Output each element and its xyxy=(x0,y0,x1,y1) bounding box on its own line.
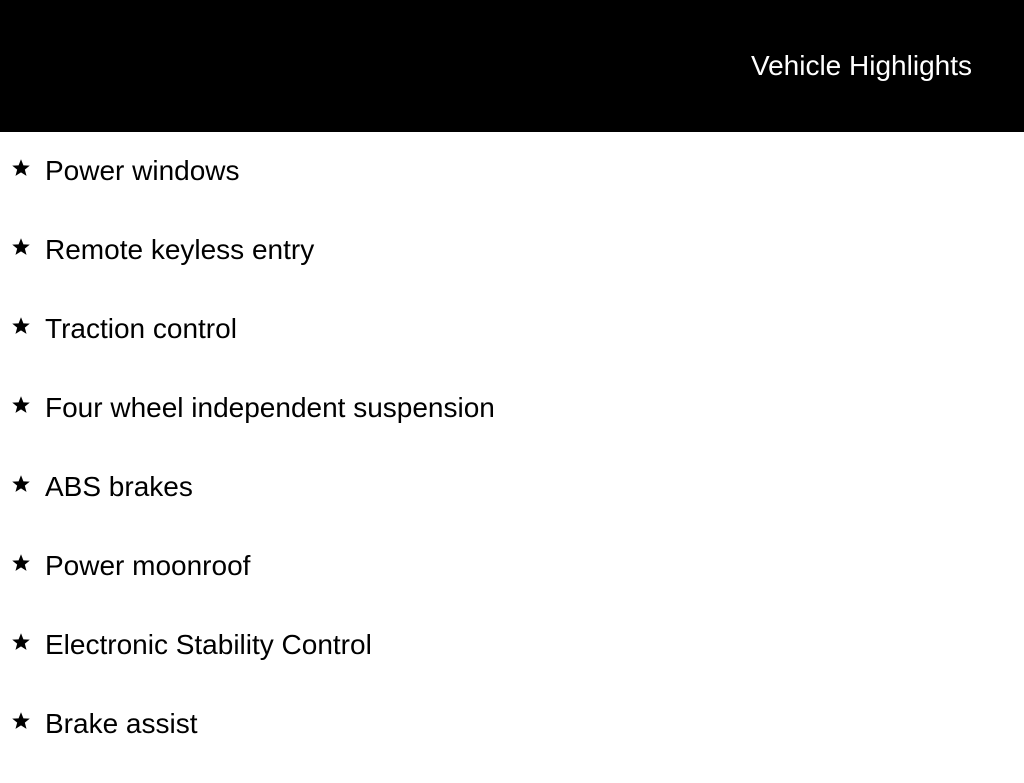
star-icon xyxy=(11,237,31,257)
star-icon xyxy=(11,632,31,652)
list-item-label: Power moonroof xyxy=(45,550,251,581)
star-icon xyxy=(11,158,31,178)
list-item-label: Electronic Stability Control xyxy=(45,629,372,660)
star-icon xyxy=(11,553,31,573)
header-bar xyxy=(0,0,1024,132)
list-item xyxy=(0,546,1024,625)
list-item xyxy=(0,309,1024,388)
star-icon xyxy=(11,395,31,415)
list-item xyxy=(0,704,1024,783)
list-item xyxy=(0,230,1024,309)
star-icon xyxy=(11,316,31,336)
list-item xyxy=(0,151,1024,230)
page-title: Vehicle Highlights xyxy=(750,50,972,81)
list-item-label: Traction control xyxy=(45,313,237,344)
star-icon xyxy=(11,474,31,494)
star-icon xyxy=(11,711,31,731)
list-item-label: Power windows xyxy=(45,155,240,186)
list-item xyxy=(0,388,1024,467)
list-item-label: Remote keyless entry xyxy=(45,234,315,265)
highlights-list xyxy=(0,151,1024,783)
list-item-label: ABS brakes xyxy=(45,471,193,502)
list-item xyxy=(0,625,1024,704)
list-item xyxy=(0,467,1024,546)
list-item-label: Four wheel independent suspension xyxy=(45,392,495,423)
list-item-label: Brake assist xyxy=(45,708,198,739)
